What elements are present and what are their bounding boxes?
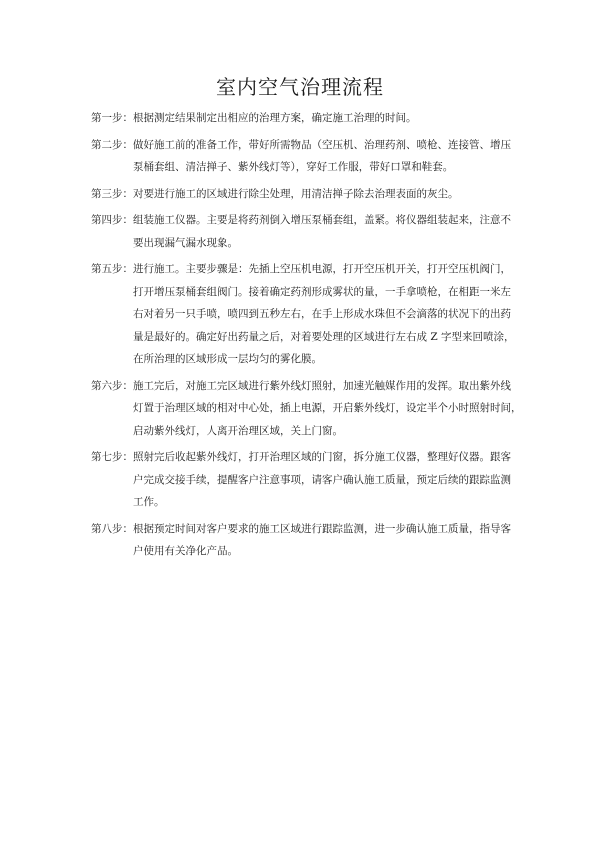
step-text-line: 组装施工仪器。主要是将药剂倒入增压泵桶套组，盖紧。将仪器组装起来，注意不 [133,214,511,226]
step-text-line: 户完成交接手续，提醒客户注意事项，请客户确认施工质量，预定后续的跟踪监测 [133,473,511,486]
step-text-line: 照射完后收起紫外线灯，打开治理区域的门窗，拆分施工仪器，整理好仪器。跟客 [133,451,511,463]
step-item [91,518,521,563]
step-text [133,518,521,563]
step-label: 第三步： [91,187,133,200]
step-label: 第一步： [91,112,133,124]
step-text-line: 量是最好的。确定好出药量之后，对着要处理的区域进行左右成 Z 字型来回喷涂， [133,330,515,343]
step-text-line: 工作。 [133,496,165,508]
step-text-line: 对要进行施工的区域进行除尘处理，用清洁掸子除去治理表面的灰尘。 [133,187,459,200]
step-text-line: 户使用有关净化产品。 [133,545,238,557]
step-label: 第六步： [91,379,133,392]
step-text-line: 在所治理的区域形成一层均匀的雾化膜。 [133,353,322,365]
document-title: 室内空气治理流程 [216,75,384,99]
step-item [91,258,521,371]
step-item [91,209,521,254]
step-label: 第七步： [91,451,133,463]
step-text-line: 要出现漏气漏水现象。 [133,236,238,249]
step-text-line: 灯置于治理区域的相对中心处，插上电源，开启紫外线灯，设定半个小时照射时间， [133,402,522,414]
step-label: 第四步： [91,214,133,226]
step-text-line: 做好施工前的准备工作，带好所需物品（空压机、治理药剂、喷枪、连接管、增压 [133,138,511,151]
step-text-line: 泵桶套组、清洁掸子、紫外线灯等），穿好工作服，带好口罩和鞋套。 [133,161,454,173]
step-label: 第五步： [91,263,133,275]
steps-list [91,107,521,567]
step-text [133,107,521,130]
step-item [91,134,521,179]
step-item [91,183,521,206]
step-item [91,446,521,514]
step-text-line: 右对着另一只手喷，喷四到五秒左右，在手上形成水珠但不会滴落的状况下的出药 [133,308,511,320]
step-text-line: 启动紫外线灯，人离开治理区域，关上门窗。 [133,424,343,437]
step-text [133,375,522,443]
step-text [133,209,521,254]
step-text-line: 施工完后，对施工完区域进行紫外线灯照射，加速光触媒作用的发挥。取出紫外线 [133,379,511,392]
step-label: 第八步： [91,522,133,535]
step-text-line: 进行施工。主要步骤是：先插上空压机电源，打开空压机开关，打开空压机阀门， [133,263,511,275]
step-item [91,375,521,443]
step-text [133,446,521,514]
step-text-line: 根据预定时间对客户要求的施工区域进行跟踪监测，进一步确认施工质量，指导客 [133,522,511,535]
step-text-line: 打开增压泵桶套组阀门。接着确定药剂形成雾状的量，一手拿喷枪，在相距一米左 [133,285,511,298]
step-item [91,107,521,130]
step-label: 第二步： [91,138,133,151]
step-text [133,183,521,206]
step-text [133,258,521,371]
step-text-line: 根据测定结果制定出相应的治理方案，确定施工治理的时间。 [133,112,417,124]
step-text [133,134,521,179]
